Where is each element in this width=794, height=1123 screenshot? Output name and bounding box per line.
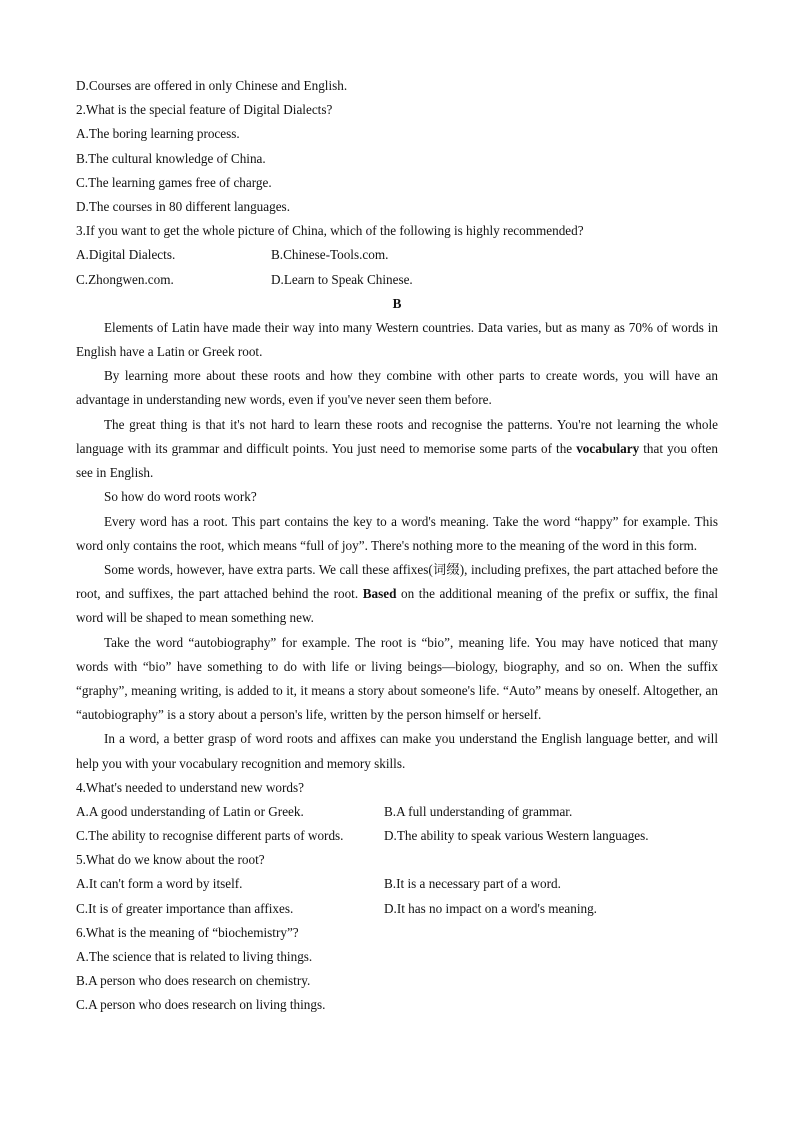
q3-option-d: D.Learn to Speak Chinese. xyxy=(271,271,413,287)
q6-option-a: A.The science that is related to living things. xyxy=(76,949,313,965)
paragraph-6-text-start: Some words, however, have extra parts. We call these affixes(词缀), including prefixes, the part attached before the root, and suffixes, the part attached behind the root. xyxy=(76,561,718,602)
paragraph-6-text-end: on the additional meaning of the prefix or suffix, the final word will be shaped to mean something new. xyxy=(76,586,718,626)
q6-option-b: B.A person who does research on chemistry. xyxy=(76,973,311,989)
q4-options-row-2 xyxy=(76,824,718,848)
q3-option-b: B.Chinese-Tools.com. xyxy=(271,247,389,263)
q2-option-c: C.The learning games free of charge. xyxy=(76,174,272,190)
passage-paragraph-8: In a word, a better grasp of word roots and affixes can make you understand the English language better, and will help you with your vocabulary recognition and memory skills. xyxy=(76,731,718,771)
q4-option-b: B.A full understanding of grammar. xyxy=(384,803,573,819)
q1-option-d: D.Courses are offered in only Chinese and English. xyxy=(76,78,348,93)
q5-option-d: D.It has no impact on a word's meaning. xyxy=(384,900,597,916)
q6-option-c: C.A person who does research on living things. xyxy=(76,997,326,1013)
passage-paragraph-7: Take the word “autobiography” for example. The root is “bio”, meaning life. You may have noticed that many words with “bio” have something to do with life or living beings—biology, biography, and so on. When the suffix “graphy”, meaning writing, is added to it, it means a story about someone's life. “Auto” means by oneself. Altogether, an “autobiography” is a story about a person's life, written by the person himself or herself. xyxy=(76,634,718,723)
passage-paragraph-6 xyxy=(76,558,718,631)
q2-option-b: B.The cultural knowledge of China. xyxy=(76,150,266,166)
passage-paragraph-3 xyxy=(76,413,718,486)
passage-paragraph-2: By learning more about these roots and how they combine with other parts to create words, you will have an advantage in understanding new words, even if you've never seen them before. xyxy=(76,368,718,408)
q5-option-a: A.It can't form a word by itself. xyxy=(76,876,243,892)
q6-stem: 6.What is the meaning of “biochemistry”? xyxy=(76,924,299,940)
q2-option-a: A.The boring learning process. xyxy=(76,126,240,142)
q5-option-b: B.It is a necessary part of a word. xyxy=(384,876,561,892)
q4-stem: 4.What's needed to understand new words? xyxy=(76,779,304,795)
q5-options-row-2 xyxy=(76,897,718,921)
q3-option-c: C.Zhongwen.com. xyxy=(76,271,174,287)
q2-stem: 2.What is the special feature of Digital Dialects? xyxy=(76,102,333,118)
q3-stem: 3.If you want to get the whole picture of China, which of the following is highly recommended? xyxy=(76,223,584,239)
q4-option-d: D.The ability to speak various Western languages. xyxy=(384,828,649,844)
passage-paragraph-1: Elements of Latin have made their way into many Western countries. Data varies, but as many as 70% of words in English have a Latin or Greek root. xyxy=(76,319,718,360)
q4-option-a: A.A good understanding of Latin or Greek. xyxy=(76,803,304,819)
bold-word-vocabulary: vocabulary xyxy=(576,440,640,456)
q5-options-row-1 xyxy=(76,872,718,896)
paragraph-3-text-end: that you often see in English. xyxy=(76,440,718,481)
paragraph-3-text-start: The great thing is that it's not hard to learn these roots and recognise the patterns. You're not learning the whole language with its grammar and difficult points. You just need to memorise some parts of the xyxy=(76,416,718,456)
bold-word-based: Based xyxy=(362,586,397,602)
document-page xyxy=(76,74,718,1018)
passage-paragraph-4: So how do word roots work? xyxy=(104,489,257,505)
section-heading: B xyxy=(392,295,402,311)
q5-option-c: C.It is of greater importance than affixes. xyxy=(76,900,294,916)
q4-options-row-1 xyxy=(76,800,718,824)
q3-option-a: A.Digital Dialects. xyxy=(76,247,176,263)
q3-options-row-2 xyxy=(76,268,718,292)
q2-option-d: D.The courses in 80 different languages. xyxy=(76,198,290,214)
passage-paragraph-5: Every word has a root. This part contains the key to a word's meaning. Take the word “happy” for example. This word only contains the root, which means “full of joy”. There's nothing more to the meaning of the word in this form. xyxy=(76,513,718,553)
q4-option-c: C.The ability to recognise different parts of words. xyxy=(76,828,344,844)
q5-stem: 5.What do we know about the root? xyxy=(76,852,265,868)
q3-options-row-1 xyxy=(76,243,718,267)
